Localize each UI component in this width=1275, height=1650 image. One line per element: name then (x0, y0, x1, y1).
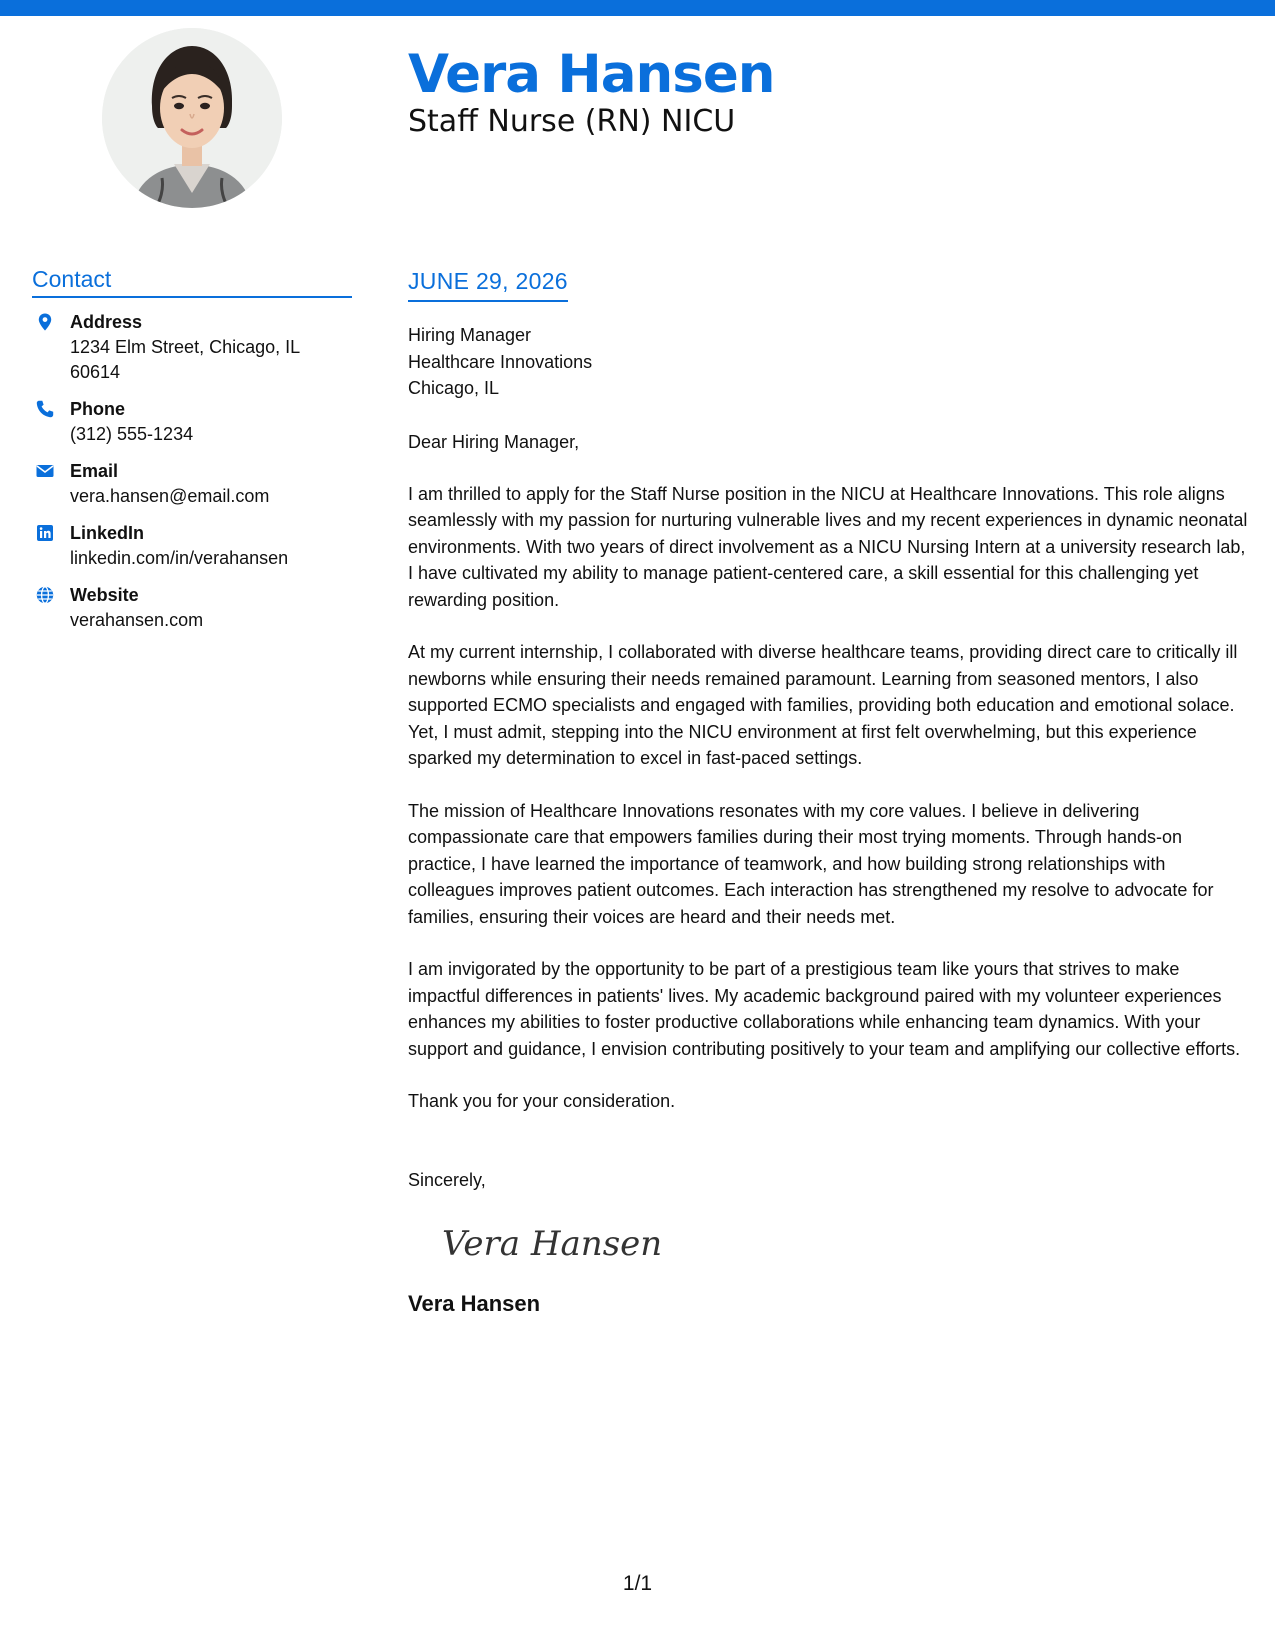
letter-paragraph: At my current internship, I collaborated with diverse healthcare teams, providing direct care to critically ill newborns while ensuring their needs remained paramount. Learning from seasoned mentors, I also supported ECMO specialists and engaged with families, providing both education and emotional solace. Yet, I must admit, stepping into the NICU environment at first felt overwhelming, but this experience sparked my determination to excel in fast-paced settings. (408, 642, 1238, 768)
contact-label: Phone (70, 399, 126, 419)
top-accent-bar (0, 0, 1275, 16)
closing-line: Thank you for your consideration. (408, 1091, 676, 1111)
contact-label: Address (70, 312, 143, 332)
contact-value: vera.hansen@email.com (70, 486, 270, 506)
contact-label: Email (70, 461, 119, 481)
letter-date: JUNE 29, 2026 (408, 268, 568, 302)
letter-paragraph: I am invigorated by the opportunity to be part of a prestigious team like yours that strives to make impactful differences in patients' lives. My academic background paired with my volunteer experiences enhances my abilities to foster productive collaborations while enhancing team dynamics. With your support and guidance, I envision contributing positively to your team and amplifying our collective efforts. (408, 959, 1241, 1059)
letter-paragraph: The mission of Healthcare Innovations resonates with my core values. I believe in delivering compassionate care that empowers families during their most trying moments. Through hands-on practice, I have learned the importance of teamwork, and how building strong relationships with colleagues improves patient outcomes. Each interaction has strengthened my resolve to advocate for families, ensuring their voices are heard and their needs met. (408, 800, 1214, 927)
phone-icon (35, 399, 55, 419)
recipient-line: Chicago, IL (408, 378, 500, 398)
contact-item-email (32, 459, 352, 509)
contact-list (32, 310, 352, 633)
contact-label: Website (70, 585, 139, 605)
linkedin-icon (35, 523, 55, 543)
contact-value: 1234 Elm Street, Chicago, IL 60614 (70, 337, 300, 382)
letter-paragraph: I am thrilled to apply for the Staff Nurse position in the NICU at Healthcare Innovations. This role aligns seamlessly with my passion for nurturing vulnerable lives and my recent experiences in dynamic neonatal environments. With two years of direct involvement as a NICU Nursing Intern at a university research lab, I have cultivated my ability to manage patient-centered care, a skill essential for this challenging yet rewarding position. (408, 483, 1248, 610)
contact-heading: Contact (32, 266, 352, 298)
contact-label: LinkedIn (70, 523, 145, 543)
profile-photo (102, 28, 282, 208)
globe-icon (35, 585, 55, 605)
contact-item-linkedin (32, 521, 352, 571)
recipient-block (408, 322, 1253, 402)
contact-sidebar (32, 266, 352, 645)
recipient-line: Hiring Manager (408, 325, 532, 345)
location-pin-icon (35, 312, 55, 332)
recipient-line: Healthcare Innovations (408, 351, 593, 372)
handwritten-signature (436, 1213, 676, 1273)
envelope-icon (35, 461, 55, 481)
signed-name: Vera Hansen (408, 1291, 541, 1316)
contact-item-address (32, 310, 352, 385)
contact-value: verahansen.com (70, 610, 204, 630)
job-title: Staff Nurse (RN) NICU (408, 104, 736, 139)
salutation: Dear Hiring Manager, (408, 431, 580, 452)
contact-item-phone (32, 397, 352, 447)
candidate-name: Vera Hansen (408, 44, 775, 105)
signoff: Sincerely, (408, 1170, 486, 1190)
contact-item-website (32, 583, 352, 633)
page-number: 1/1 (622, 1572, 653, 1595)
portrait-image (102, 28, 282, 208)
letter-body (408, 268, 1253, 1317)
signature-text: Vera Hansen (442, 1224, 663, 1264)
signature-image (436, 1213, 676, 1273)
contact-value: linkedin.com/in/verahansen (70, 548, 289, 568)
contact-value: (312) 555-1234 (70, 424, 194, 444)
